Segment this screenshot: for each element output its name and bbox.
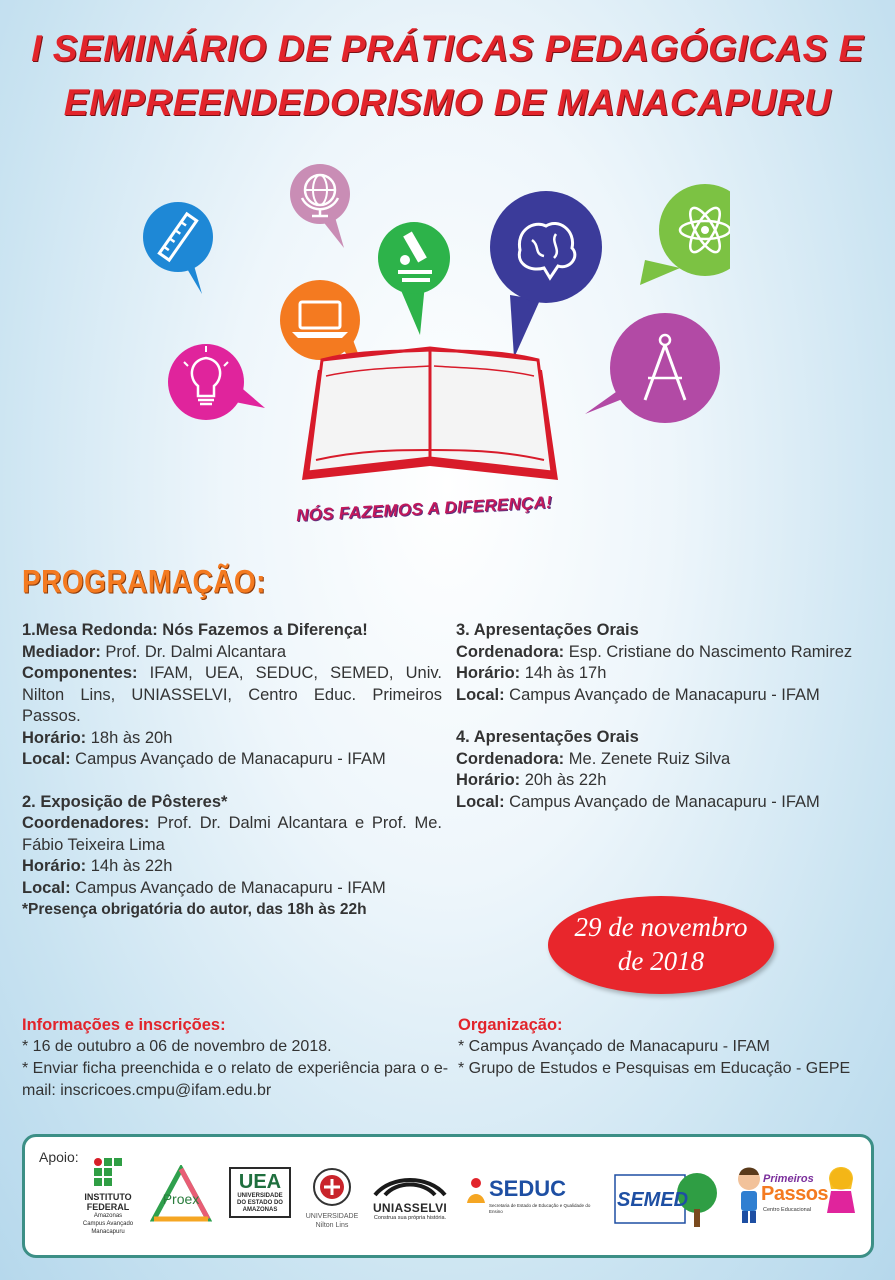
event-value: Campus Avançado de Manacapuru - IFAM (70, 878, 386, 897)
event-value: Campus Avançado de Manacapuru - IFAM (504, 685, 820, 704)
event-label: Componentes: (22, 664, 138, 682)
event-value: Prof. Dr. Dalmi Alcantara e Prof. Me. Fábio Teixeira Lima (22, 814, 442, 854)
event-label: Cordenadora: (456, 749, 565, 768)
lightbulb-icon (168, 344, 265, 420)
atom-icon (640, 184, 730, 285)
microscope-icon (378, 222, 450, 335)
uea-logo: UEA UNIVERSIDADE DO ESTADO DO AMAZONAS (229, 1167, 291, 1257)
event-label: Horário: (456, 771, 521, 789)
open-book-icon (302, 348, 558, 480)
brain-icon (490, 191, 602, 358)
informacoes-line-1: * 16 de outubro a 06 de novembro de 2018. (22, 1038, 332, 1055)
nilton-lins-logo: UNIVERSIDADE Nilton Lins (305, 1167, 359, 1257)
uniasselvi-logo: UNIASSELVI Construa sua própria história. (371, 1171, 449, 1261)
date-badge (548, 896, 774, 994)
programacao-title: PROGRAMAÇÃO: (22, 563, 266, 600)
proex-logo: Proex (149, 1165, 213, 1255)
event-4 (456, 727, 876, 813)
seduc-logo: SEDUC Secretaria de Estado de Educação e Qualidade do Ensino (465, 1177, 601, 1267)
informacoes-line-2: * Enviar ficha preenchida e o relato de experiência para o e-mail: inscricoes.cmpu@ifam.edu.br (22, 1060, 449, 1099)
event-label: Horário: (456, 664, 521, 682)
tagline: NÓS FAZEMOS A DIFERENÇA! (295, 492, 553, 526)
event-value: Campus Avançado de Manacapuru - IFAM (504, 792, 820, 811)
ruler-icon (143, 202, 213, 294)
event-label: Local: (456, 685, 505, 704)
organizacao-section (458, 1014, 878, 1080)
event-label: Horário: (22, 728, 87, 747)
event-value: 14h às 17h (520, 664, 607, 682)
globe-icon (290, 164, 350, 248)
nilton-lins-seal-icon (312, 1167, 352, 1207)
event-title (0, 22, 895, 130)
organizacao-title: Organização: (458, 1016, 563, 1034)
event-label: Local: (22, 878, 71, 897)
seduc-figure-icon (465, 1177, 487, 1205)
event-heading: 3. Apresentações Orais (456, 621, 639, 639)
ifam-grid-icon (93, 1157, 123, 1187)
informacoes-title: Informações e inscrições: (22, 1016, 226, 1034)
ifam-logo: INSTITUTO FEDERAL Amazonas Campus Avançado Manacapuru (69, 1157, 147, 1247)
semed-logo: SEMED (613, 1161, 719, 1251)
event-1 (22, 620, 442, 771)
event-value: IFAM, UEA, SEDUC, SEMED, Univ. Nilton Lins, UNIASSELVI, Centro Educ. Primeiros Passos. (22, 664, 442, 725)
event-value: 20h às 22h (520, 771, 607, 789)
program-left-column (22, 620, 442, 942)
organizacao-line-2: * Grupo de Estudos e Pesquisas em Educação - GEPE (458, 1060, 851, 1077)
event-value: Esp. Cristiane do Nascimento Ramirez (564, 642, 853, 661)
event-label: Local: (22, 750, 71, 768)
event-value: Prof. Dr. Dalmi Alcantara (100, 642, 287, 661)
date-line-2: de 2018 (617, 946, 705, 976)
event-label: Cordenadora: (456, 642, 565, 661)
primeiros-passos-logo: Primeiros Passos Centro Educacional (733, 1163, 855, 1253)
hero-illustration (130, 160, 730, 550)
title-line-2: EMPREENDEDORISMO DE MANACAPURU (63, 82, 832, 123)
apoio-label: Apoio: (39, 1149, 79, 1165)
organizacao-line-1: * Campus Avançado de Manacapuru - IFAM (458, 1038, 770, 1055)
apoio-box (22, 1134, 874, 1258)
event-heading: 2. Exposição de Pôsteres* (22, 792, 228, 811)
event-label: Mediador: (22, 642, 101, 661)
event-value: 14h às 22h (86, 857, 173, 875)
compass-icon (585, 313, 720, 423)
event-label: Coordenadores: (22, 814, 150, 832)
event-3 (456, 620, 876, 706)
event-2 (22, 792, 442, 921)
title-line-1: I SEMINÁRIO DE PRÁTICAS PEDAGÓGICAS E (31, 28, 864, 69)
event-value: 18h às 20h (86, 728, 173, 747)
date-line-1: 29 de novembro (574, 912, 748, 942)
uniasselvi-arch-icon (371, 1171, 449, 1197)
event-label: Local: (456, 792, 505, 811)
event-heading: 1.Mesa Redonda: Nós Fazemos a Diferença! (22, 621, 368, 639)
event-heading: 4. Apresentações Orais (456, 728, 639, 746)
informacoes-section (22, 1014, 452, 1102)
event-value: Campus Avançado de Manacapuru - IFAM (70, 750, 386, 768)
program-right-column (456, 620, 876, 834)
event-label: Horário: (22, 857, 87, 875)
event-note: *Presença obrigatória do autor, das 18h às 22h (22, 901, 367, 918)
event-value: Me. Zenete Ruiz Silva (564, 749, 731, 768)
